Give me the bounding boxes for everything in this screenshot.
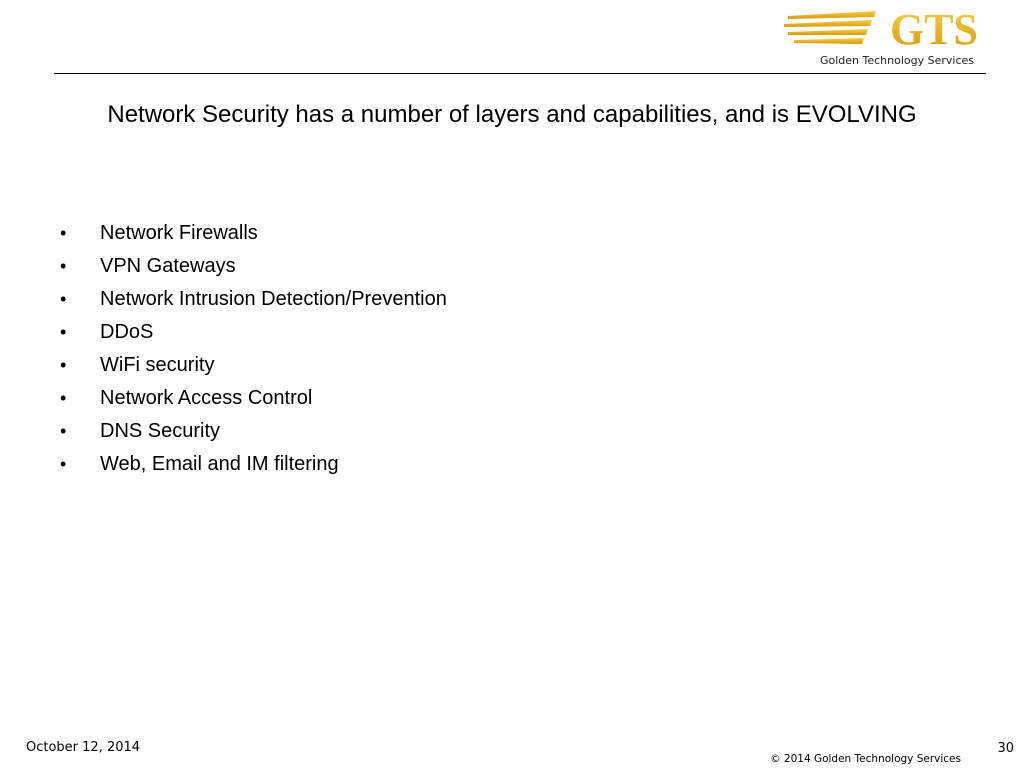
page-number: 30: [997, 741, 1014, 756]
bullet-text: Network Firewalls: [100, 222, 258, 244]
bullet-dot: •: [60, 388, 67, 408]
bullet-text: DDoS: [100, 321, 154, 343]
bullet-text: Network Intrusion Detection/Prevention: [100, 288, 447, 310]
bullet-dot: •: [60, 355, 67, 375]
logo-wordmark: GTS: [889, 5, 978, 54]
bullet-text: Web, Email and IM filtering: [100, 453, 339, 475]
bullet-dot: •: [60, 289, 67, 309]
logo-company-name: Golden Technology Services: [819, 54, 974, 67]
speed-stripes-icon: [784, 11, 876, 44]
bullet-dot: •: [60, 256, 67, 276]
bullet-dot: •: [60, 322, 67, 342]
bullet-dot: •: [60, 223, 67, 243]
bullet-dot: •: [60, 454, 67, 474]
header-divider: [54, 73, 986, 74]
gts-logo-icon: [782, 4, 982, 54]
company-logo: [782, 4, 982, 70]
bullet-text: Network Access Control: [100, 387, 313, 409]
bullet-text: WiFi security: [100, 354, 215, 376]
footer-date: October 12, 2014: [26, 740, 141, 755]
footer-copyright: © 2014 Golden Technology Services: [770, 753, 961, 765]
slide-title: Network Security has a number of layers and capabilities, and is EVOLVING: [107, 101, 917, 128]
bullet-dot: •: [60, 421, 67, 441]
bullet-text: DNS Security: [100, 420, 221, 442]
bullet-text: VPN Gateways: [100, 255, 236, 277]
